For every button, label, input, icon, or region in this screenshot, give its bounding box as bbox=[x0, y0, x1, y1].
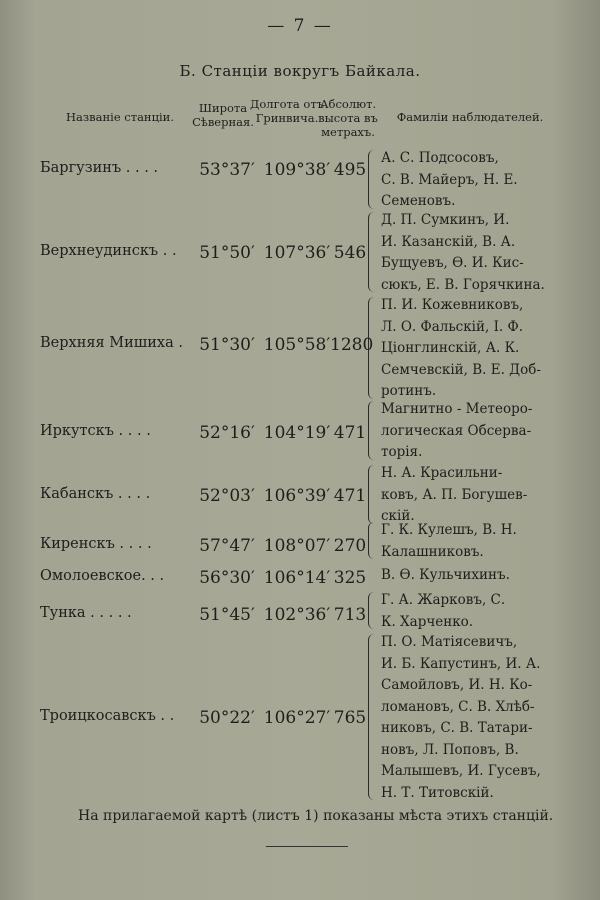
brace bbox=[368, 522, 377, 559]
station-name: Киренскъ . . . . bbox=[40, 536, 152, 552]
station-longitude: 104°19′ bbox=[263, 423, 331, 443]
station-longitude: 108°07′ bbox=[263, 536, 331, 556]
station-longitude: 102°36′ bbox=[263, 605, 331, 625]
observer-line: Л. О. Фальскій, I. Ф. bbox=[381, 318, 523, 335]
station-latitude: 52°03′ bbox=[199, 486, 255, 506]
observer-line: И. Казанскій, В. А. bbox=[381, 233, 516, 250]
observer-line: С. В. Майеръ, Н. Е. bbox=[381, 171, 518, 188]
column-header-latitude: Широта Сѣверная. bbox=[192, 101, 254, 129]
observer-line: ротинъ. bbox=[381, 383, 437, 399]
station-altitude: 546 bbox=[333, 243, 367, 263]
station-longitude: 106°27′ bbox=[263, 708, 331, 728]
station-name: Омолоевское. . . bbox=[40, 568, 165, 584]
brace bbox=[368, 592, 377, 629]
observer-line: сюкъ, Е. В. Горячкина. bbox=[381, 276, 545, 293]
observers-list bbox=[381, 295, 557, 403]
station-name: Иркутскъ . . . . bbox=[40, 423, 151, 439]
observer-line: торія. bbox=[381, 444, 423, 460]
observer-line: И. Б. Капустинъ, И. А. bbox=[381, 655, 541, 672]
observer-line: Г. К. Кулешъ, В. Н. bbox=[381, 522, 517, 538]
observer-line: Н. Т. Титовскій. bbox=[381, 784, 494, 801]
station-longitude: 109°38′ bbox=[263, 160, 331, 180]
station-name: Тунка . . . . . bbox=[40, 605, 132, 621]
observers-list bbox=[381, 590, 557, 633]
observer-line: К. Харченко. bbox=[381, 613, 474, 630]
observers-list bbox=[381, 148, 557, 213]
observer-line: логическая Обсерва- bbox=[381, 422, 532, 439]
station-altitude: 495 bbox=[333, 160, 367, 180]
station-name: Верхняя Мишиха . bbox=[40, 335, 183, 351]
observers-list bbox=[381, 632, 557, 804]
observer-line: Ціонглинскій, А. К. bbox=[381, 340, 520, 356]
observer-line: П. О. Матіясевичъ, bbox=[381, 634, 518, 650]
observer-line: Малышевъ, И. Гусевъ, bbox=[381, 763, 541, 779]
station-altitude: 471 bbox=[333, 486, 367, 506]
column-header-longitude: Долгота отъ Гринвича. bbox=[250, 97, 325, 125]
observer-line: Н. А. Красильни- bbox=[381, 465, 503, 481]
station-latitude: 50°22′ bbox=[199, 708, 255, 728]
observer-line: никовъ, С. В. Татари- bbox=[381, 720, 533, 736]
footnote: На прилагаемой картѣ (листъ 1) показаны мѣста этихъ станцій. bbox=[78, 808, 554, 824]
station-longitude: 106°14′ bbox=[263, 568, 331, 588]
column-header-altitude: Абсолют. высота въ метрахъ. bbox=[318, 97, 378, 139]
station-name: Троицкосавскъ . . bbox=[40, 708, 175, 724]
observers-list bbox=[381, 565, 557, 587]
brace bbox=[368, 465, 377, 524]
station-altitude: 270 bbox=[333, 536, 367, 556]
observer-line: Бущуевъ, Ѳ. И. Кис- bbox=[381, 255, 524, 271]
observer-line: А. С. Подсосовъ, bbox=[381, 150, 499, 166]
brace bbox=[368, 401, 377, 460]
observers-list bbox=[381, 210, 557, 296]
observer-line: Семчевскій, В. Е. Доб- bbox=[381, 361, 541, 378]
column-header-name: Названіе станціи. bbox=[65, 110, 174, 124]
brace bbox=[368, 150, 377, 209]
observer-line: скій. bbox=[381, 508, 415, 524]
observers-list bbox=[381, 463, 557, 528]
station-latitude: 56°30′ bbox=[199, 568, 255, 588]
brace bbox=[368, 212, 377, 292]
station-latitude: 53°37′ bbox=[199, 160, 255, 180]
observer-line: Г. А. Жарковъ, С. bbox=[381, 592, 506, 608]
column-header-observers: Фамиліи наблюдателей. bbox=[396, 110, 544, 124]
observers-list bbox=[381, 520, 557, 563]
station-name: Кабанскъ . . . . bbox=[40, 486, 151, 502]
observer-line: Магнитно - Метеоро- bbox=[381, 401, 533, 417]
observer-line: П. И. Кожевниковъ, bbox=[381, 297, 524, 313]
observer-line: Семеновъ. bbox=[381, 193, 456, 209]
observer-line: Д. П. Сумкинъ, И. bbox=[381, 212, 510, 228]
station-longitude: 105°58′ bbox=[263, 335, 331, 355]
station-latitude: 51°50′ bbox=[199, 243, 255, 263]
station-name: Баргузинъ . . . . bbox=[40, 160, 159, 176]
station-latitude: 57°47′ bbox=[199, 536, 255, 556]
station-altitude: 765 bbox=[333, 708, 367, 728]
section-heading: Б. Станціи вокругъ Байкала. bbox=[179, 62, 421, 80]
station-altitude: 325 bbox=[333, 568, 367, 588]
brace bbox=[368, 634, 377, 800]
station-altitude: 713 bbox=[333, 605, 367, 625]
station-longitude: 106°39′ bbox=[263, 486, 331, 506]
page-number: — 7 — bbox=[267, 16, 333, 36]
station-longitude: 107°36′ bbox=[263, 243, 331, 263]
observer-line: В. Ѳ. Кульчихинъ. bbox=[381, 567, 510, 583]
observer-line: новъ, Л. Поповъ, В. bbox=[381, 741, 519, 758]
observer-line: Калашниковъ. bbox=[381, 543, 484, 560]
end-rule bbox=[266, 846, 348, 847]
brace bbox=[368, 297, 377, 399]
station-latitude: 51°30′ bbox=[199, 335, 255, 355]
station-latitude: 52°16′ bbox=[199, 423, 255, 443]
station-altitude: 1280 bbox=[330, 335, 374, 355]
observer-line: ломановъ, С. В. Хлѣб- bbox=[381, 698, 535, 715]
observer-line: Самойловъ, И. Н. Ко- bbox=[381, 677, 533, 693]
station-name: Верхнеудинскъ . . bbox=[40, 243, 177, 259]
observers-list bbox=[381, 399, 557, 464]
station-latitude: 51°45′ bbox=[199, 605, 255, 625]
observer-line: ковъ, А. П. Богушев- bbox=[381, 486, 528, 503]
station-altitude: 471 bbox=[333, 423, 367, 443]
